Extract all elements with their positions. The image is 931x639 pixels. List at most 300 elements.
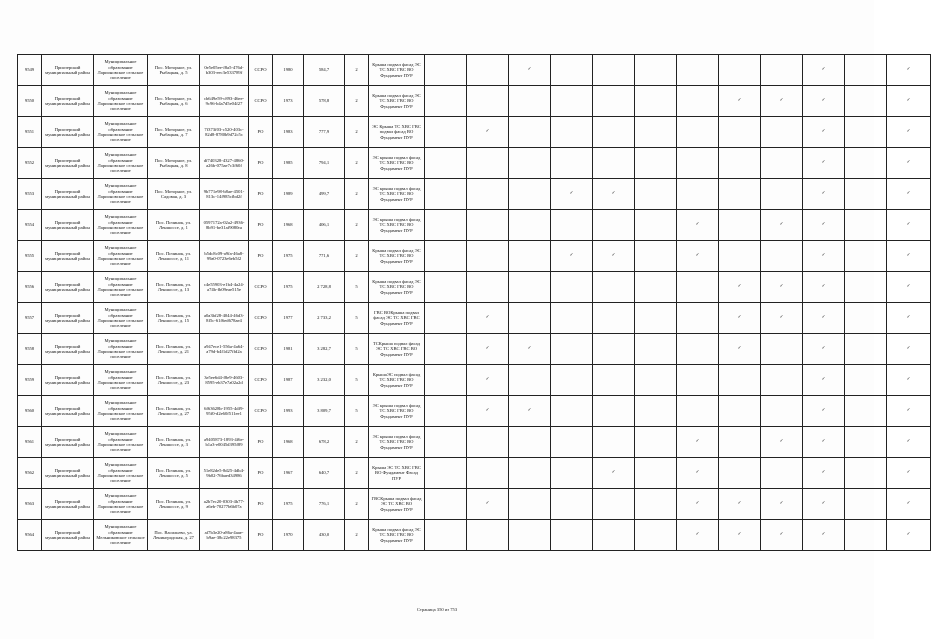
empty-cell (635, 210, 677, 241)
empty-cell (593, 148, 635, 179)
empty-cell (845, 55, 887, 86)
check-mark-icon: ✓ (677, 241, 719, 272)
municipality-name: Муниципальное образование Ларионовское сельское поселение (94, 303, 148, 334)
empty-cell (845, 458, 887, 489)
works-list: Крыша подвал фасад ЭС ТС ХВС ГВС ВО Фундамент ПУР (369, 86, 425, 117)
fias-code: 0597172a-02a2-4936-8b91-be31af9080ra (200, 210, 249, 241)
check-mark-icon: ✓ (803, 458, 845, 489)
district-name: Приозерский муниципальный район (42, 520, 94, 551)
empty-cell (593, 365, 635, 396)
empty-cell (761, 117, 803, 148)
empty-cell (845, 272, 887, 303)
table-row (18, 86, 931, 117)
check-mark-icon: ✓ (803, 179, 845, 210)
check-mark-icon: ✓ (887, 148, 931, 179)
check-mark-icon: ✓ (593, 241, 635, 272)
check-mark-icon: ✓ (887, 365, 931, 396)
empty-cell (677, 86, 719, 117)
wall-material: РО (249, 241, 273, 272)
empty-cell (509, 458, 551, 489)
municipality-name: Муниципальное образование Ларионовское сельское поселение (94, 241, 148, 272)
municipality-name: Муниципальное образование Ларионовское сельское поселение (94, 272, 148, 303)
empty-cell (467, 241, 509, 272)
row-number: 9563 (18, 489, 42, 520)
building-address: Пос. Моторное, ул. Рыбацкая, д. 7 (148, 117, 200, 148)
table-row (18, 489, 931, 520)
empty-cell (635, 303, 677, 334)
check-mark-icon: ✓ (887, 55, 931, 86)
table-row (18, 396, 931, 427)
empty-cell (719, 210, 761, 241)
empty-cell (425, 241, 467, 272)
wall-material: ССРО (249, 86, 273, 117)
empty-cell (845, 303, 887, 334)
check-mark-icon: ✓ (509, 55, 551, 86)
floor-count: 2 (345, 148, 369, 179)
works-list: Крыша подвал фасад ЭС ТС ХВС ГВС ВО Фундамент ПУР (369, 272, 425, 303)
works-list: Крыша подвал фасад ЭС ТС ХВС ГВС ВО Фундамент ПУР (369, 520, 425, 551)
page-footer: Страница 350 из 753 (416, 607, 458, 612)
fias-code: 51e82de5-8d25-4db4-9b02-76baed34986 (200, 458, 249, 489)
empty-cell (425, 396, 467, 427)
fias-code: a9405873-1893-4f6e-b1a3-e0045d395f89 (200, 427, 249, 458)
total-area: 406,1 (304, 210, 345, 241)
check-mark-icon: ✓ (467, 396, 509, 427)
check-mark-icon: ✓ (761, 272, 803, 303)
works-list: ЭС Крыша ТС ХВС ГВС подвал фасад ВО Фундамент ПУР (369, 117, 425, 148)
empty-cell (845, 241, 887, 272)
building-address: Пос. Починок, ул. Леншоссе, д. 21 (148, 334, 200, 365)
total-area: 640,7 (304, 458, 345, 489)
wall-material: ССРО (249, 272, 273, 303)
build-year: 1977 (273, 303, 304, 334)
empty-cell (719, 117, 761, 148)
check-mark-icon: ✓ (677, 458, 719, 489)
empty-cell (551, 427, 593, 458)
empty-cell (635, 117, 677, 148)
fias-code: 9b771e98-b8ae-4501-813c-14f985cfbd2f (200, 179, 249, 210)
empty-cell (593, 117, 635, 148)
municipality-name: Муниципальное образование Ларионовское сельское поселение (94, 86, 148, 117)
empty-cell (467, 179, 509, 210)
empty-cell (551, 334, 593, 365)
empty-cell (845, 210, 887, 241)
building-address: Пос. Починок, ул. Леншоссе, д. 27 (148, 396, 200, 427)
building-address: Пос. Починок, ул. Леншоссе, д. 9 (148, 489, 200, 520)
works-list: ЭС крыша подвал фасад ТС ХВС ГВС ВО Фундамент ПУР (369, 396, 425, 427)
empty-cell (719, 241, 761, 272)
check-mark-icon: ✓ (887, 396, 931, 427)
build-year: 1983 (273, 117, 304, 148)
build-year: 1970 (273, 520, 304, 551)
empty-cell (425, 334, 467, 365)
total-area: 2 728,8 (304, 272, 345, 303)
district-name: Приозерский муниципальный район (42, 241, 94, 272)
empty-cell (677, 148, 719, 179)
municipality-name: Муниципальное образование Ларионовское сельское поселение (94, 179, 148, 210)
district-name: Приозерский муниципальный район (42, 55, 94, 86)
check-mark-icon: ✓ (551, 241, 593, 272)
check-mark-icon: ✓ (593, 458, 635, 489)
check-mark-icon: ✓ (467, 489, 509, 520)
table-row (18, 303, 931, 334)
district-name: Приозерский муниципальный район (42, 489, 94, 520)
empty-cell (425, 427, 467, 458)
municipality-name: Муниципальное образование Ларионовское сельское поселение (94, 334, 148, 365)
empty-cell (551, 520, 593, 551)
building-address: Пос. Починок, ул. Леншоссе, д. 1 (148, 210, 200, 241)
empty-cell (509, 272, 551, 303)
empty-cell (635, 489, 677, 520)
table-row (18, 117, 931, 148)
build-year: 1989 (273, 179, 304, 210)
check-mark-icon: ✓ (719, 272, 761, 303)
empty-cell (467, 86, 509, 117)
building-address: Пос. Починок, ул. Леншоссе, д. 5 (148, 458, 200, 489)
empty-cell (719, 55, 761, 86)
municipality-name: Муниципальное образование Ларионовское сельское поселение (94, 210, 148, 241)
check-mark-icon: ✓ (803, 520, 845, 551)
table-row (18, 179, 931, 210)
empty-cell (635, 520, 677, 551)
check-mark-icon: ✓ (677, 489, 719, 520)
table-row (18, 241, 931, 272)
empty-cell (677, 55, 719, 86)
works-list: Крыша подвал фасад ЭС ТС ХВС ГВС ВО Фундамент ПУР (369, 241, 425, 272)
empty-cell (467, 427, 509, 458)
check-mark-icon: ✓ (509, 396, 551, 427)
municipality-name: Муниципальное образование Ларионовское сельское поселение (94, 458, 148, 489)
building-address: Пос. Починок, ул. Леншоссе, д. 11 (148, 241, 200, 272)
empty-cell (509, 427, 551, 458)
total-area: 578,8 (304, 86, 345, 117)
building-address: Пос. Моторное, ул. Рыбацкая, д. 8 (148, 148, 200, 179)
works-list: ЭС крыша подвал фасад ТС ХВС ГВС ВО Фундамент ПУР (369, 427, 425, 458)
check-mark-icon: ✓ (803, 210, 845, 241)
build-year: 1975 (273, 489, 304, 520)
check-mark-icon: ✓ (803, 427, 845, 458)
total-area: 776,1 (304, 489, 345, 520)
empty-cell (551, 489, 593, 520)
municipality-name: Муниципальное образование Мельниковское сельское поселение (94, 520, 148, 551)
empty-cell (593, 55, 635, 86)
wall-material: РО (249, 117, 273, 148)
empty-cell (761, 365, 803, 396)
check-mark-icon: ✓ (887, 241, 931, 272)
empty-cell (677, 396, 719, 427)
row-number: 9558 (18, 334, 42, 365)
district-name: Приозерский муниципальный район (42, 365, 94, 396)
building-address: Пос. Моторное, ул. Садовая, д. 3 (148, 179, 200, 210)
municipality-name: Муниципальное образование Ларионовское сельское поселение (94, 148, 148, 179)
empty-cell (635, 179, 677, 210)
empty-cell (551, 55, 593, 86)
fias-code: 0e5e05ee-f8a5-476d-b303-eec3e533789f (200, 55, 249, 86)
table-row (18, 365, 931, 396)
check-mark-icon: ✓ (803, 86, 845, 117)
empty-cell (719, 365, 761, 396)
empty-cell (635, 148, 677, 179)
empty-cell (551, 396, 593, 427)
building-address: Пос. Починок, ул. Леншоссе, д. 13 (148, 272, 200, 303)
wall-material: ССРО (249, 365, 273, 396)
floor-count: 5 (345, 272, 369, 303)
wall-material: РО (249, 148, 273, 179)
municipality-name: Муниципальное образование Ларионовское сельское поселение (94, 117, 148, 148)
row-number: 9560 (18, 396, 42, 427)
empty-cell (467, 458, 509, 489)
empty-cell (845, 117, 887, 148)
empty-cell (509, 210, 551, 241)
total-area: 794,1 (304, 148, 345, 179)
empty-cell (677, 179, 719, 210)
floor-count: 5 (345, 303, 369, 334)
municipality-name: Муниципальное образование Ларионовское сельское поселение (94, 55, 148, 86)
row-number: 9549 (18, 55, 42, 86)
fias-code: df740328-4327-4860-a26b-075ae7c3f60f (200, 148, 249, 179)
fias-code: c4e55903-e1b4-4a24-a74b-fb09eae515e (200, 272, 249, 303)
row-number: 9559 (18, 365, 42, 396)
build-year: 1993 (273, 396, 304, 427)
check-mark-icon: ✓ (887, 303, 931, 334)
empty-cell (635, 241, 677, 272)
fias-code: 6f63628b-1955-4df9-95f0-d2e60f511ee1 (200, 396, 249, 427)
row-number: 9562 (18, 458, 42, 489)
wall-material: ССРО (249, 334, 273, 365)
municipality-name: Муниципальное образование Ларионовское сельское поселение (94, 427, 148, 458)
check-mark-icon: ✓ (803, 303, 845, 334)
floor-count: 5 (345, 365, 369, 396)
empty-cell (845, 179, 887, 210)
build-year: 1980 (273, 55, 304, 86)
fias-code: a0a3bf28-4044-46d3-8f5c-61f6ed678ae4 (200, 303, 249, 334)
check-mark-icon: ✓ (677, 520, 719, 551)
floor-count: 2 (345, 117, 369, 148)
district-name: Приозерский муниципальный район (42, 117, 94, 148)
wall-material: ССРО (249, 55, 273, 86)
empty-cell (761, 241, 803, 272)
district-name: Приозерский муниципальный район (42, 303, 94, 334)
empty-cell (719, 427, 761, 458)
total-area: 3 809,7 (304, 396, 345, 427)
works-list: КрышаЭС подвал фасад ТС ХВС ГВС ВО Фундамент ПУР (369, 365, 425, 396)
table-row (18, 148, 931, 179)
empty-cell (635, 272, 677, 303)
empty-cell (551, 272, 593, 303)
works-list: ГВСКрыша подвал фасад ЭС ТС ХВС ВО Фундамент ПУР (369, 489, 425, 520)
empty-cell (551, 365, 593, 396)
wall-material: ССРО (249, 396, 273, 427)
build-year: 1973 (273, 86, 304, 117)
build-year: 1981 (273, 334, 304, 365)
table-row (18, 272, 931, 303)
floor-count: 2 (345, 210, 369, 241)
check-mark-icon: ✓ (719, 86, 761, 117)
floor-count: 2 (345, 427, 369, 458)
check-mark-icon: ✓ (803, 272, 845, 303)
empty-cell (425, 86, 467, 117)
empty-cell (509, 303, 551, 334)
build-year: 1987 (273, 365, 304, 396)
row-number: 9564 (18, 520, 42, 551)
works-list: ТСКрыша подвал фасад ЭС ТС ХВС ГВС ВО Фундамент ПУР (369, 334, 425, 365)
empty-cell (677, 303, 719, 334)
floor-count: 2 (345, 458, 369, 489)
check-mark-icon: ✓ (887, 458, 931, 489)
empty-cell (551, 303, 593, 334)
check-mark-icon: ✓ (887, 334, 931, 365)
check-mark-icon: ✓ (467, 365, 509, 396)
empty-cell (467, 55, 509, 86)
empty-cell (593, 272, 635, 303)
building-address: Пос. Васильево, ул. Ленинградская, д. 27 (148, 520, 200, 551)
row-number: 9555 (18, 241, 42, 272)
empty-cell (761, 334, 803, 365)
check-mark-icon: ✓ (803, 241, 845, 272)
check-mark-icon: ✓ (803, 334, 845, 365)
wall-material: РО (249, 520, 273, 551)
check-mark-icon: ✓ (551, 179, 593, 210)
check-mark-icon: ✓ (803, 396, 845, 427)
table-row (18, 520, 931, 551)
empty-cell (593, 86, 635, 117)
building-address: Пос. Моторное, ул. Рыбацкая, д. 5 (148, 55, 200, 86)
empty-cell (761, 458, 803, 489)
empty-cell (761, 148, 803, 179)
empty-cell (509, 365, 551, 396)
wall-material: РО (249, 489, 273, 520)
row-number: 9550 (18, 86, 42, 117)
empty-cell (467, 272, 509, 303)
empty-cell (467, 520, 509, 551)
works-list: ЭС крыша подвал фасад ТС ХВС ГВС ВО Фундамент ПУР (369, 179, 425, 210)
check-mark-icon: ✓ (887, 117, 931, 148)
empty-cell (593, 396, 635, 427)
empty-cell (509, 117, 551, 148)
floor-count: 2 (345, 86, 369, 117)
empty-cell (509, 148, 551, 179)
register-table (17, 54, 931, 551)
fias-code: af7b3e20-a86a-4aae-b9ae-38c22e98375 (200, 520, 249, 551)
check-mark-icon: ✓ (467, 334, 509, 365)
check-mark-icon: ✓ (677, 210, 719, 241)
build-year: 1968 (273, 210, 304, 241)
empty-cell (719, 396, 761, 427)
works-list: ЭС крыша подвал фасад ТС ХВС ГВС ВО Фундамент ПУР (369, 148, 425, 179)
empty-cell (593, 427, 635, 458)
table-row (18, 55, 931, 86)
empty-cell (425, 458, 467, 489)
check-mark-icon: ✓ (887, 520, 931, 551)
works-list: Крыша ЭС ТС ХВС ГВС ВО Фундамент Фасад ПУР (369, 458, 425, 489)
wall-material: РО (249, 458, 273, 489)
building-address: Пос. Моторное, ул. Рыбацкая, д. 6 (148, 86, 200, 117)
check-mark-icon: ✓ (887, 86, 931, 117)
check-mark-icon: ✓ (887, 179, 931, 210)
check-mark-icon: ✓ (719, 303, 761, 334)
building-address: Пос. Починок, ул. Леншоссе, д. 23 (148, 365, 200, 396)
empty-cell (635, 334, 677, 365)
check-mark-icon: ✓ (887, 272, 931, 303)
empty-cell (425, 148, 467, 179)
check-mark-icon: ✓ (761, 303, 803, 334)
table-row (18, 210, 931, 241)
empty-cell (425, 179, 467, 210)
empty-cell (425, 55, 467, 86)
floor-count: 2 (345, 489, 369, 520)
row-number: 9553 (18, 179, 42, 210)
works-list: ЭС крыша подвал фасад ТС ХВС ГВС ВО Фундамент ПУР (369, 210, 425, 241)
building-address: Пос. Починок, ул. Леншоссе, д. 15 (148, 303, 200, 334)
district-name: Приозерский муниципальный район (42, 179, 94, 210)
district-name: Приозерский муниципальный район (42, 210, 94, 241)
district-name: Приозерский муниципальный район (42, 458, 94, 489)
empty-cell (635, 427, 677, 458)
check-mark-icon: ✓ (593, 179, 635, 210)
empty-cell (425, 365, 467, 396)
check-mark-icon: ✓ (761, 86, 803, 117)
empty-cell (509, 241, 551, 272)
empty-cell (719, 458, 761, 489)
empty-cell (677, 365, 719, 396)
empty-cell (551, 458, 593, 489)
empty-cell (593, 520, 635, 551)
empty-cell (593, 210, 635, 241)
check-mark-icon: ✓ (803, 489, 845, 520)
check-mark-icon: ✓ (803, 55, 845, 86)
empty-cell (635, 396, 677, 427)
wall-material: ССРО (249, 303, 273, 334)
district-name: Приозерский муниципальный район (42, 427, 94, 458)
total-area: 3 282,7 (304, 334, 345, 365)
empty-cell (845, 427, 887, 458)
check-mark-icon: ✓ (887, 489, 931, 520)
total-area: 499,7 (304, 179, 345, 210)
empty-cell (635, 458, 677, 489)
table-row (18, 427, 931, 458)
empty-cell (761, 55, 803, 86)
empty-cell (425, 520, 467, 551)
empty-cell (551, 86, 593, 117)
floor-count: 2 (345, 241, 369, 272)
row-number: 9554 (18, 210, 42, 241)
check-mark-icon: ✓ (509, 334, 551, 365)
empty-cell (425, 272, 467, 303)
empty-cell (425, 489, 467, 520)
total-area: 430,0 (304, 520, 345, 551)
empty-cell (509, 520, 551, 551)
wall-material: РО (249, 427, 273, 458)
check-mark-icon: ✓ (719, 520, 761, 551)
district-name: Приозерский муниципальный район (42, 272, 94, 303)
district-name: Приозерский муниципальный район (42, 148, 94, 179)
district-name: Приозерский муниципальный район (42, 86, 94, 117)
empty-cell (509, 179, 551, 210)
fias-code: a947ece1-556a-4a64-a79d-b4f1d27ffd2a (200, 334, 249, 365)
check-mark-icon: ✓ (803, 117, 845, 148)
works-list: Крыша подвал фасад ЭС ТС ХВС ГВС ВО Фундамент ПУР (369, 55, 425, 86)
total-area: 2 733,2 (304, 303, 345, 334)
building-address: Пос. Починок, ул. Леншоссе, д. 3 (148, 427, 200, 458)
empty-cell (593, 303, 635, 334)
check-mark-icon: ✓ (803, 365, 845, 396)
municipality-name: Муниципальное образование Ларионовское сельское поселение (94, 365, 148, 396)
build-year: 1975 (273, 272, 304, 303)
row-number: 9551 (18, 117, 42, 148)
empty-cell (845, 86, 887, 117)
empty-cell (467, 148, 509, 179)
empty-cell (593, 489, 635, 520)
